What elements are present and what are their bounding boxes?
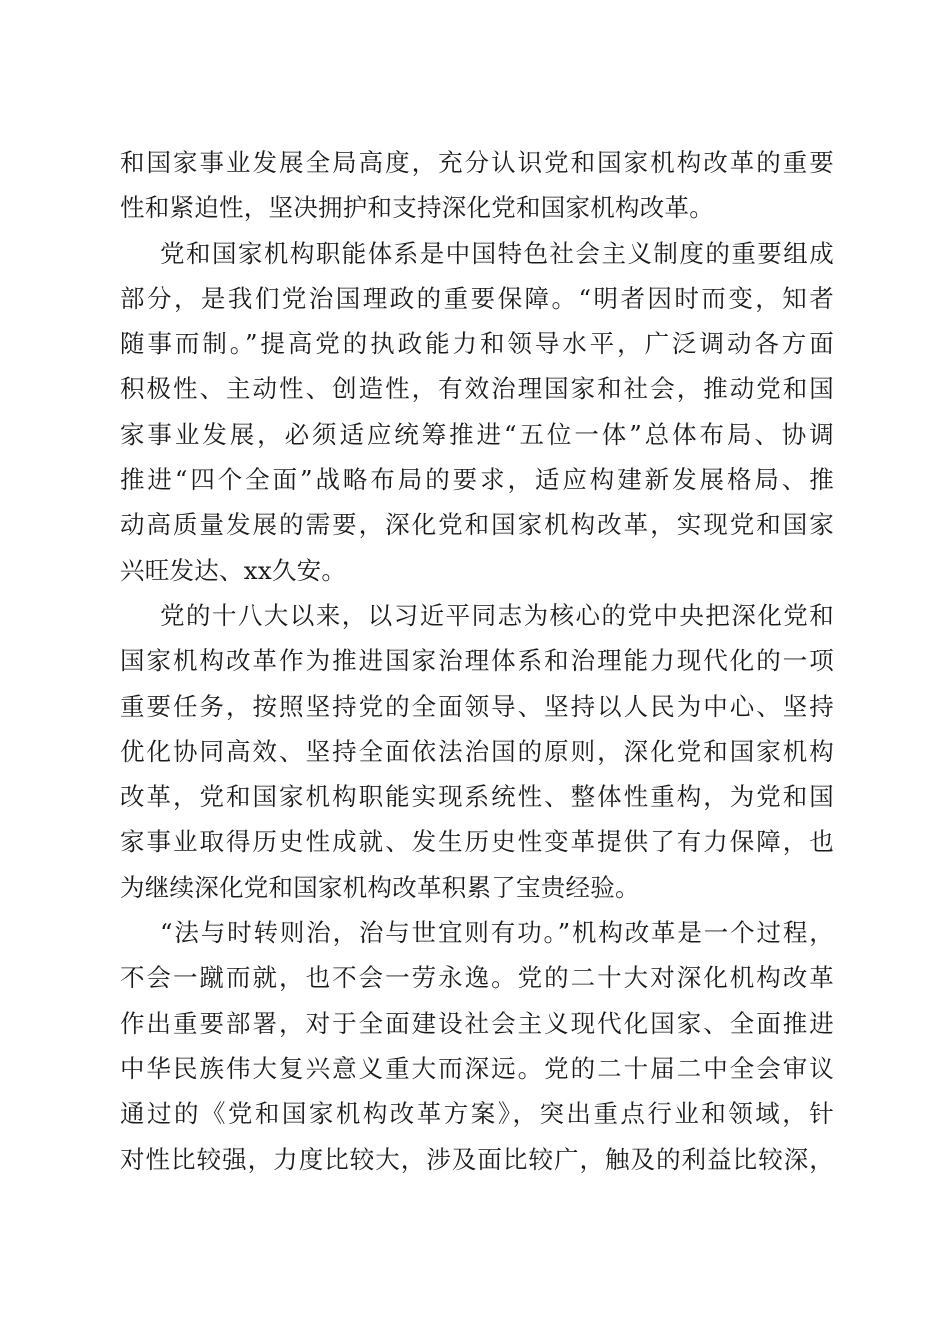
text-line: 改革，党和国家机构职能实现系统性、整体性重构，为党和国: [120, 782, 834, 812]
text-line: 不会一蹴而就，也不会一劳永逸。党的二十大对深化机构改革: [120, 963, 834, 993]
text-line: 重要任务，按照坚持党的全面领导、坚持以人民为中心、坚持: [120, 691, 834, 721]
text-line: 兴旺发达、xx久安。: [120, 555, 347, 585]
text-line: 通过的《党和国家机构改革方案》，突出重点行业和领域，针: [120, 1099, 834, 1129]
text-line: 作出重要部署，对于全面建设社会主义现代化国家、全面推进: [120, 1008, 834, 1038]
text-line: 党和国家机构职能体系是中国特色社会主义制度的重要组成: [160, 238, 834, 268]
text-line: 党的十八大以来，以习近平同志为核心的党中央把深化党和: [160, 600, 834, 630]
text-line: 动高质量发展的需要，深化党和国家机构改革，实现党和国家: [120, 510, 834, 540]
text-line: 为继续深化党和国家机构改革积累了宝贵经验。: [120, 872, 640, 902]
text-line: 部分，是我们党治国理政的重要保障。“明者因时而变，知者: [120, 283, 834, 313]
text-line: 国家机构改革作为推进国家治理体系和治理能力现代化的一项: [120, 646, 834, 676]
text-line: 中华民族伟大复兴意义重大而深远。党的二十届二中全会审议: [120, 1053, 834, 1083]
text-line: “法与时转则治，治与世宜则有功。”机构改革是一个过程，: [160, 918, 834, 948]
text-line: 推进“四个全面”战略布局的要求，适应构建新发展格局、推: [120, 465, 834, 495]
text-line: 和国家事业发展全局高度，充分认识党和国家机构改革的重要: [120, 148, 834, 177]
text-line: 随事而制。”提高党的执政能力和领导水平，广泛调动各方面: [120, 329, 834, 359]
text-line: 对性比较强，力度比较大，涉及面比较广，触及的利益比较深，: [120, 1144, 834, 1174]
text-line: 积极性、主动性、创造性，有效治理国家和社会，推动党和国: [120, 374, 834, 404]
text-line: 家事业发展，必须适应统筹推进“五位一体”总体布局、协调: [120, 419, 834, 449]
body-text: [120, 140, 834, 1182]
text-line: 优化协同高效、坚持全面依法治国的原则，深化党和国家机构: [120, 736, 834, 766]
text-line: 家事业取得历史性成就、发生历史性变革提供了有力保障，也: [120, 827, 834, 857]
text-line: 性和紧迫性，坚决拥护和支持深化党和国家机构改革。: [120, 193, 714, 223]
